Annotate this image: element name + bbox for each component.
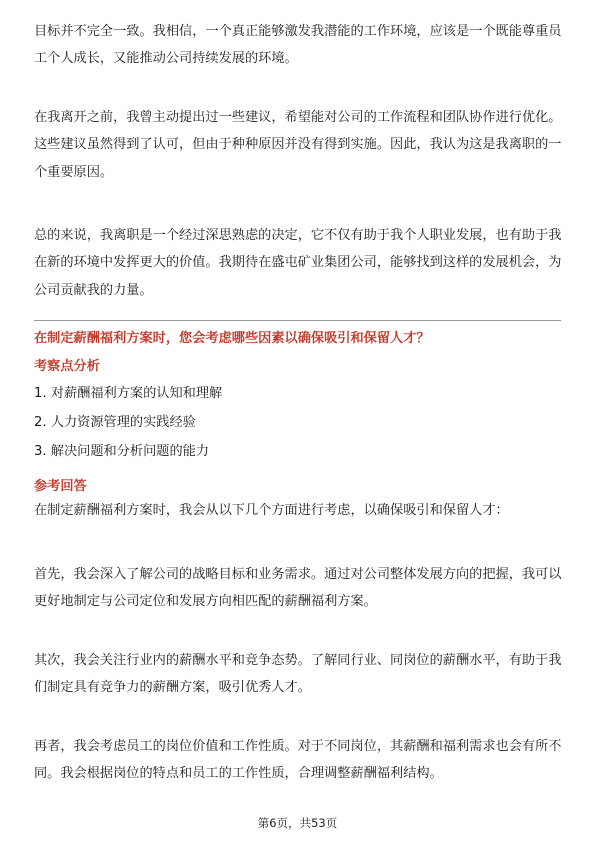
interview-question: 在制定薪酬福利方案时，您会考虑哪些因素以确保吸引和保留人才？ bbox=[34, 331, 430, 346]
answer-paragraph: 首先，我会深入了解公司的战略目标和业务需求。通过对公司整体发展方向的把握，我可以更好地制定与公司定位和发展方向相匹配的薪酬福利方案。 bbox=[34, 567, 562, 610]
paragraph-suggestions: 在我离开之前，我曾主动提出过一些建议，希望能对公司的工作流程和团队协作进行优化。这些建议虽然得到了认可，但由于种种原因并没有得到实施。因此，我认为这是我离职的一个重要原因。 bbox=[34, 110, 562, 180]
answer-paragraph: 再者，我会考虑员工的岗位价值和工作性质。对于不同岗位，其薪酬和福利需求也会有所不同。我会根据岗位的特点和员工的工作性质，合理调整薪酬福利结构。 bbox=[34, 739, 562, 782]
analysis-item: 2. 人力资源管理的实践经验 bbox=[34, 415, 196, 430]
page-number: 第6页，共53页 bbox=[257, 816, 338, 830]
analysis-item: 1. 对薪酬福利方案的认知和理解 bbox=[34, 386, 223, 401]
paragraph-intro-continued: 目标并不完全一致。我相信，一个真正能够激发我潜能的工作环境，应该是一个既能尊重员工个人成长，又能推动公司持续发展的环境。 bbox=[34, 24, 562, 67]
analysis-heading: 考察点分析 bbox=[34, 359, 100, 374]
section-divider bbox=[34, 320, 561, 321]
paragraph-summary: 总的来说，我离职是一个经过深思熟虑的决定，它不仅有助于我个人职业发展，也有助于我在新的环境中发挥更大的价值。我期待在盛屯矿业集团公司，能够找到这样的发展机会，为公司贡献我的力量。 bbox=[34, 228, 562, 298]
analysis-item: 3. 解决问题和分析问题的能力 bbox=[34, 444, 210, 459]
answer-heading: 参考回答 bbox=[34, 479, 87, 494]
answer-paragraph: 在制定薪酬福利方案时，我会从以下几个方面进行考虑，以确保吸引和保留人才： bbox=[34, 503, 509, 518]
answer-paragraph: 其次，我会关注行业内的薪酬水平和竞争态势。了解同行业、同岗位的薪酬水平，有助于我们制定具有竞争力的薪酬方案，吸引优秀人才。 bbox=[34, 653, 562, 696]
